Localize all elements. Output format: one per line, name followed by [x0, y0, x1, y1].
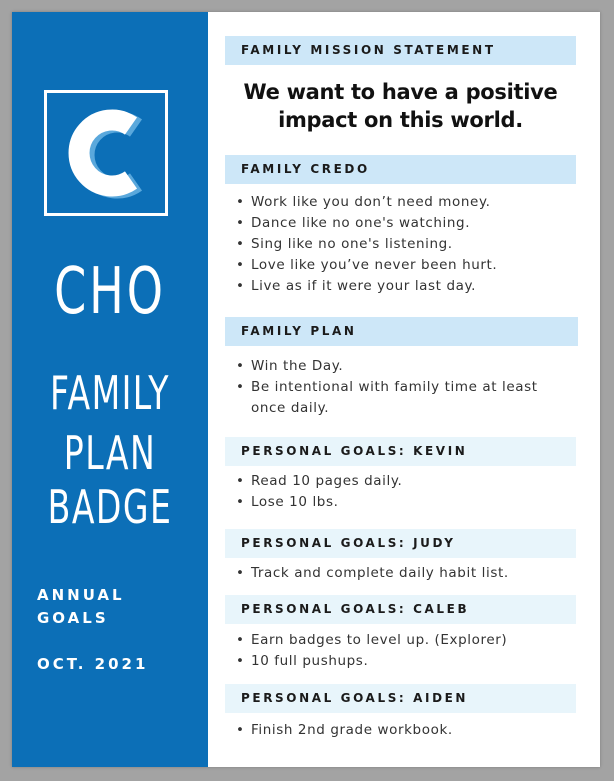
list-item: • Finish 2nd grade workbook. [236, 720, 576, 741]
goals-judy-list [236, 563, 576, 584]
list-item: • Work like you don’t need money. [236, 192, 576, 213]
mission-text: We want to have a positive impact on this world. [243, 80, 558, 132]
list-item: • Track and complete daily habit list. [236, 563, 576, 584]
title-line-plan: PLAN [63, 426, 157, 480]
date-label: OCT. 2021 [37, 655, 149, 673]
sidebar [12, 12, 208, 767]
title-line-family: FAMILY [50, 366, 170, 420]
list-item: • 10 full pushups. [236, 651, 576, 672]
family-name: CHO [54, 255, 166, 329]
goals-caleb-heading: PERSONAL GOALS: CALEB [225, 595, 576, 624]
content [208, 12, 600, 767]
document-page [12, 12, 600, 767]
list-item: • Win the Day. [236, 356, 558, 377]
mission-heading: FAMILY MISSION STATEMENT [225, 36, 576, 65]
c-logo-icon [47, 93, 165, 213]
annual-label: ANNUAL [37, 586, 125, 604]
list-item: • Love like you’ve never been hurt. [236, 255, 576, 276]
logo [44, 90, 168, 216]
plan-heading: FAMILY PLAN [225, 317, 578, 346]
list-item: • Live as if it were your last day. [236, 276, 576, 297]
credo-list [236, 192, 576, 297]
goals-aiden-heading: PERSONAL GOALS: AIDEN [225, 684, 576, 713]
list-item: • Sing like no one's listening. [236, 234, 576, 255]
title-line-badge: BADGE [47, 480, 173, 534]
credo-heading: FAMILY CREDO [225, 155, 576, 184]
goals-label: GOALS [37, 609, 109, 627]
goals-aiden-list [236, 720, 576, 741]
goals-judy-heading: PERSONAL GOALS: JUDY [225, 529, 576, 558]
list-item: • Be intentional with family time at least once daily. [236, 377, 558, 419]
goals-caleb-list [236, 630, 576, 672]
goals-kevin-list [236, 471, 576, 513]
plan-list [236, 356, 558, 419]
list-item: • Dance like no one's watching. [236, 213, 576, 234]
list-item: • Lose 10 lbs. [236, 492, 576, 513]
list-item: • Earn badges to level up. (Explorer) [236, 630, 576, 651]
list-item: • Read 10 pages daily. [236, 471, 576, 492]
goals-kevin-heading: PERSONAL GOALS: KEVIN [225, 437, 576, 466]
